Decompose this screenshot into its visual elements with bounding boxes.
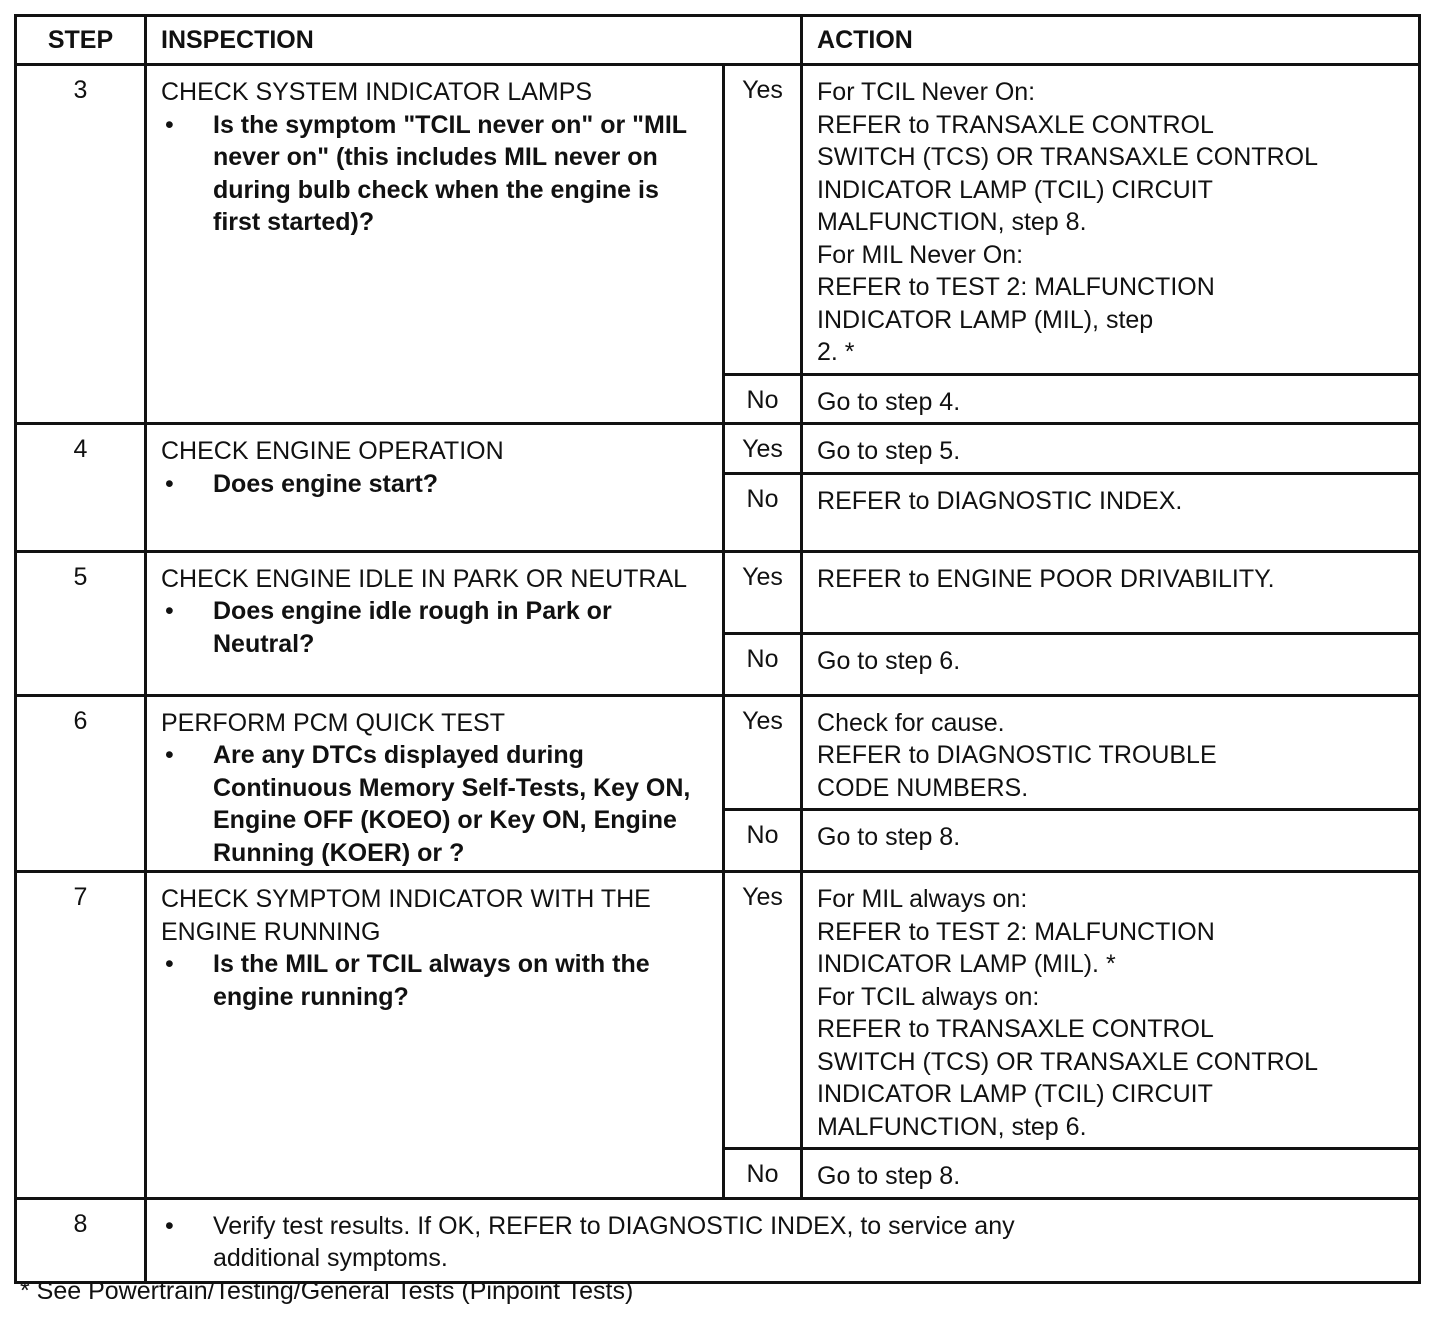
bullet: • (165, 741, 174, 769)
action-header: ACTION (802, 16, 1420, 65)
inspection-question: Does engine start? (213, 469, 439, 498)
table-row (16, 1198, 1420, 1282)
step-number: 4 (16, 424, 146, 552)
yes-label: Yes (724, 695, 802, 810)
diagnostic-table (14, 14, 1421, 1284)
inspection-title: CHECK SYSTEM INDICATOR LAMPS (161, 78, 593, 106)
yes-label: Yes (724, 872, 802, 1149)
footnote: * See Powertrain/Testing/General Tests (Pinpoint Tests) (20, 1277, 634, 1305)
table-row (16, 65, 1420, 375)
step-number: 5 (16, 551, 146, 695)
inspection-question: Is the MIL or TCIL always on with the engine running? (213, 950, 650, 1011)
bullet: • (165, 110, 174, 139)
no-action: Go to step 8. (802, 810, 1420, 872)
no-action: Go to step 6. (802, 633, 1420, 695)
diagnostic-table-container (14, 14, 1421, 1284)
inspection-title: CHECK ENGINE IDLE IN PARK OR NEUTRAL (161, 564, 688, 593)
inspection-question: Does engine idle rough in Park or Neutral? (213, 597, 612, 658)
bullet: • (165, 950, 174, 978)
inspection-title: CHECK SYMPTOM INDICATOR WITH THE ENGINE RUNNING (161, 885, 651, 946)
table-row (16, 551, 1420, 633)
yes-action: For TCIL Never On: REFER to TRANSAXLE CONTROL SWITCH (TCS) OR TRANSAXLE CONTROL INDICATOR LAMP (TCIL) CIRCUIT MALFUNCTION, step 8. For MIL Never On: REFER to TEST 2: MALFUNCTION INDICATOR LAMP (MIL), step 2. * (802, 65, 1420, 375)
yes-label: Yes (724, 424, 802, 474)
no-label: No (724, 473, 802, 551)
yes-action: Go to step 5. (802, 424, 1420, 474)
table-row (16, 424, 1420, 474)
no-label: No (724, 633, 802, 695)
yes-action: For MIL always on: REFER to TEST 2: MALFUNCTION INDICATOR LAMP (MIL). * For TCIL always on: REFER to TRANSAXLE CONTROL SWITCH (TCS) OR TRANSAXLE CONTROL INDICATOR LAMP (TCIL) CIRCUIT MALFUNCTION, step 6. (802, 872, 1420, 1149)
yes-action: Check for cause. REFER to DIAGNOSTIC TROUBLE CODE NUMBERS. (802, 695, 1420, 810)
table-row (16, 695, 1420, 810)
bullet: • (165, 1211, 174, 1240)
inspection-title: CHECK ENGINE OPERATION (161, 437, 504, 465)
inspection-question: Are any DTCs displayed during Continuous Memory Self-Tests, Key ON, Engine OFF (KOEO) or Key ON, Engine Running (KOER) or ? (213, 741, 691, 867)
no-action: REFER to DIAGNOSTIC INDEX. (802, 473, 1420, 551)
no-action: Go to step 8. (802, 1149, 1420, 1199)
yes-action: REFER to ENGINE POOR DRIVABILITY. (802, 551, 1420, 633)
inspection-cell (146, 695, 724, 872)
bullet: • (165, 469, 174, 498)
no-label: No (724, 810, 802, 872)
inspection-cell (146, 872, 724, 1199)
verify-text: Verify test results. If OK, REFER to DIAGNOSTIC INDEX, to service any additional symptoms. (213, 1211, 1015, 1272)
step-header: STEP (16, 16, 146, 65)
inspection-cell (146, 65, 724, 424)
inspection-cell (146, 551, 724, 695)
step-number: 7 (16, 872, 146, 1199)
no-action: Go to step 4. (802, 374, 1420, 424)
inspection-cell (146, 424, 724, 552)
step-number: 8 (16, 1198, 146, 1282)
yes-label: Yes (724, 65, 802, 375)
step-number: 6 (16, 695, 146, 872)
inspection-header: INSPECTION (146, 16, 802, 65)
inspection-cell (146, 1198, 1420, 1282)
yes-label: Yes (724, 551, 802, 633)
step-number: 3 (16, 65, 146, 424)
bullet: • (165, 597, 174, 625)
table-row (16, 872, 1420, 1149)
no-label: No (724, 1149, 802, 1199)
inspection-title: PERFORM PCM QUICK TEST (161, 708, 506, 737)
inspection-question: Is the symptom "TCIL never on" or "MIL never on" (this includes MIL never on during bulb check when the engine is first started)? (213, 110, 687, 236)
no-label: No (724, 374, 802, 424)
header-row (16, 16, 1420, 65)
